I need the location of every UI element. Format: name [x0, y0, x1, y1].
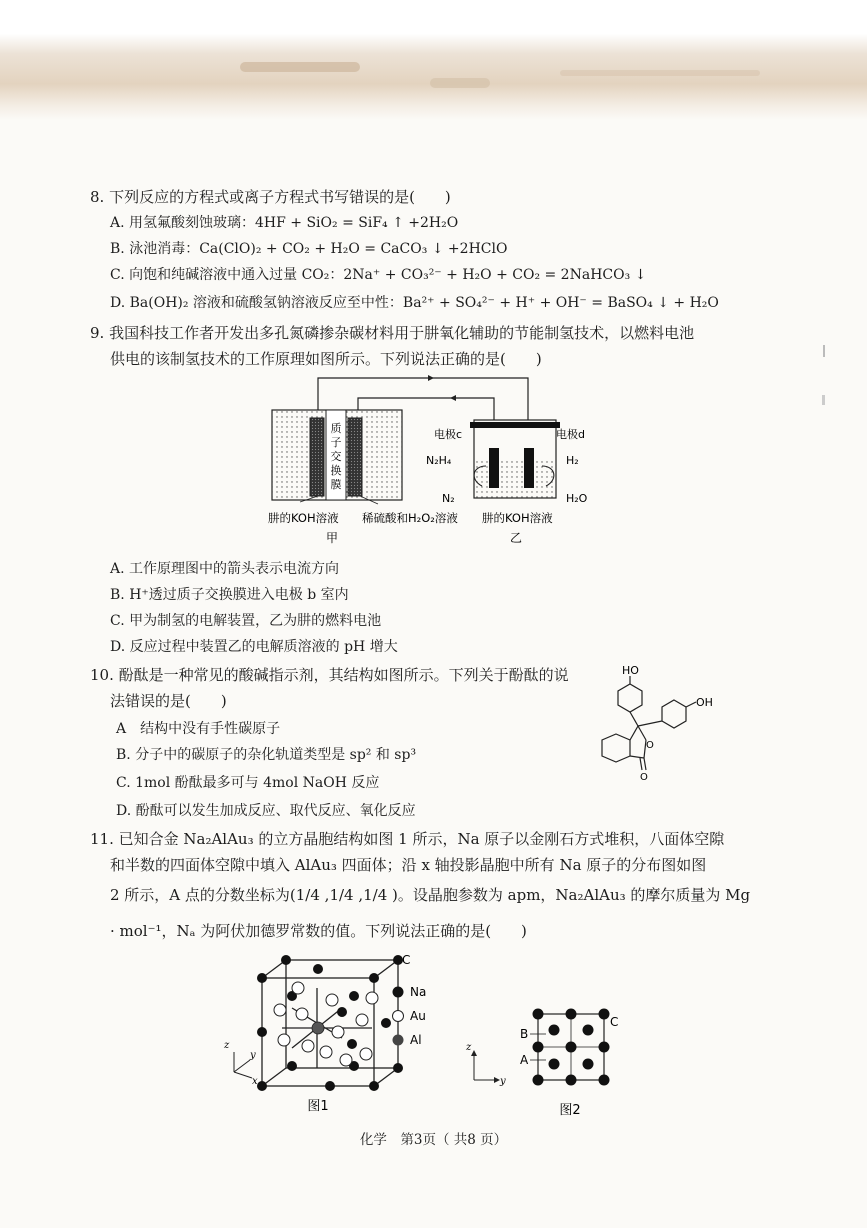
electrode-c-label: 电极c	[434, 428, 463, 441]
banner-stain	[560, 70, 760, 76]
q11-figure2-projection	[462, 1004, 632, 1124]
legend-au-swatch	[393, 1011, 404, 1022]
q10-option-a: A 结构中没有手性碳原子	[116, 721, 281, 737]
benzene-ring-2	[662, 700, 686, 728]
axis-y: y	[250, 1050, 256, 1061]
electrode-d	[524, 448, 534, 488]
membrane-char: 膜	[330, 478, 342, 491]
benzene-ring-1	[618, 684, 642, 712]
membrane-char: 子	[330, 436, 342, 449]
yi-solution: 肼的KOH溶液	[482, 511, 553, 525]
q8-stem: 8. 下列反应的方程式或离子方程式书写错误的是( )	[90, 188, 451, 206]
q9-option-c: C. 甲为制氢的电解装置，乙为肼的燃料电池	[110, 613, 382, 629]
q9-option-d: D. 反应过程中装置乙的电解质溶液的 pH 增大	[110, 639, 398, 655]
legend-au: Au	[410, 1009, 426, 1023]
axis-y: y	[500, 1076, 506, 1087]
electrode-c	[489, 448, 499, 488]
h2-label: H₂	[566, 454, 579, 467]
q11-figure1-unit-cell	[222, 948, 452, 1118]
axis-z: z	[466, 1042, 472, 1053]
figure1-caption: 图1	[307, 1099, 329, 1114]
margin-marks	[821, 345, 827, 415]
cell-yi-solution	[474, 458, 556, 498]
yi-label: 乙	[509, 531, 523, 545]
q11-line4: · mol⁻¹，Nₐ 为阿伏加德罗常数的值。下列说法正确的是( )	[110, 922, 527, 940]
page-footer: 化学 第3页（ 共8 页）	[359, 1132, 508, 1148]
axis-z: z	[224, 1040, 230, 1051]
q8-option-c: C. 向饱和纯碱溶液中通入过量 CO₂：2Na⁺ + CO₃²⁻ + H₂O + CO₂ = 2NaHCO₃ ↓	[110, 267, 647, 283]
legend-na: Na	[410, 985, 427, 999]
figure2-a-label: A	[520, 1053, 529, 1067]
legend-al-swatch	[393, 1035, 404, 1046]
cell-yi-lid	[470, 422, 560, 428]
electrode-d-label: 电极d	[556, 428, 585, 441]
legend-al: Al	[410, 1033, 422, 1047]
q8-option-a: A. 用氢氟酸刻蚀玻璃：4HF + SiO₂ = SiF₄ ↑ +2H₂O	[110, 215, 459, 231]
q11-line1: 11. 已知合金 Na₂AlAu₃ 的立方晶胞结构如图 1 所示，Na 原子以金刚石方式堆积，八面体空隙	[90, 830, 725, 848]
banner-stain	[430, 78, 490, 88]
legend-na-swatch	[393, 987, 404, 998]
q9-stem-line2: 供电的该制氢技术的工作原理如图所示。下列说法正确的是( )	[110, 350, 542, 368]
q8-option-d: D. Ba(OH)₂ 溶液和硫酸氢钠溶液反应至中性：Ba²⁺ + SO₄²⁻ + H⁺ + OH⁻ = BaSO₄ ↓ + H₂O	[110, 295, 719, 311]
oh-label-1: HO	[622, 664, 639, 677]
q9-option-b: B. H⁺透过质子交换膜进入电极 b 室内	[110, 587, 349, 603]
jia-right-solution: 稀硫酸和H₂O₂溶液	[362, 511, 458, 525]
q10-stem-line2: 法错误的是( )	[110, 692, 227, 710]
membrane-char: 交	[330, 450, 342, 463]
membrane-char: 质	[330, 422, 342, 435]
q9-stem-line1: 9. 我国科技工作者开发出多孔氮磷掺杂碳材料用于肼氧化辅助的节能制氢技术，以燃料电池	[90, 324, 695, 342]
figure1-c-label: C	[402, 953, 411, 967]
wire-arrow-icon	[428, 375, 434, 381]
figure2-caption: 图2	[559, 1103, 581, 1118]
page-header-banner	[0, 0, 867, 120]
electrode-b	[348, 418, 362, 496]
q10-stem-line1: 10. 酚酞是一种常见的酸碱指示剂，其结构如图所示。下列关于酚酞的说	[90, 666, 569, 684]
q11-line2: 和半数的四面体空隙中填入 AlAu₃ 四面体；沿 x 轴投影晶胞中所有 Na 原子的分布图如图	[110, 856, 707, 874]
jia-label: 甲	[325, 531, 339, 545]
al-atom	[312, 1022, 324, 1034]
jia-left-solution: 肼的KOH溶液	[268, 511, 339, 525]
h2o-label: H₂O	[566, 492, 588, 505]
carbonyl-oxygen: O	[640, 772, 648, 783]
figure2-b-label: B	[520, 1027, 529, 1041]
banner-stain	[240, 62, 360, 72]
electrode-a	[310, 418, 324, 496]
benzene-ring-3	[602, 734, 630, 762]
n2h4-label: N₂H₄	[426, 454, 452, 467]
ring-oxygen: O	[646, 740, 654, 751]
figure2-c-label: C	[610, 1015, 619, 1029]
wire-arrow-icon	[450, 395, 456, 401]
q11-line3: 2 所示，A 点的分数坐标为(1/4 ,1/4 ,1/4 )。设晶胞参数为 apm，Na₂AlAu₃ 的摩尔质量为 Mg	[110, 886, 751, 904]
phenolphthalein-structure	[592, 660, 732, 785]
q10-option-d: D. 酚酞可以发生加成反应、取代反应、氧化反应	[116, 803, 416, 819]
q10-option-c: C. 1mol 酚酞最多可与 4mol NaOH 反应	[116, 775, 380, 791]
membrane-char: 换	[330, 464, 342, 477]
q9-option-a: A. 工作原理图中的箭头表示电流方向	[110, 561, 340, 577]
q8-option-b: B. 泳池消毒：Ca(ClO)₂ + CO₂ + H₂O = CaCO₃ ↓ +2HClO	[110, 241, 508, 257]
q10-option-b: B. 分子中的碳原子的杂化轨道类型是 sp² 和 sp³	[116, 747, 417, 763]
q9-electrolysis-diagram	[260, 370, 600, 550]
n2-label: N₂	[442, 492, 455, 505]
axis-x: x	[252, 1076, 258, 1087]
oh-label-2: OH	[696, 696, 713, 709]
